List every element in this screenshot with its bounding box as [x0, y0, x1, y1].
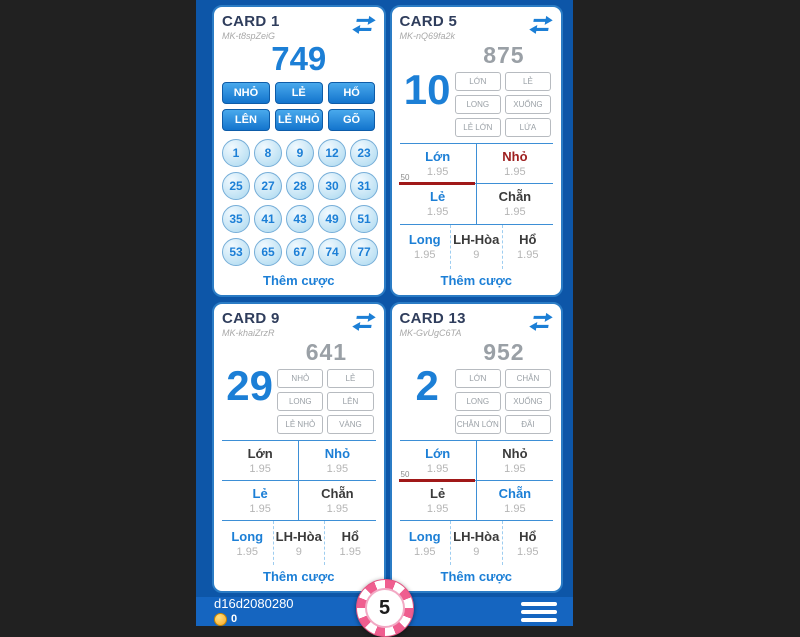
bet-option-button[interactable]: CHẴN LỚN	[455, 415, 501, 434]
bet-cell-odds: 1.95	[414, 249, 436, 262]
bet-cell-label: Chẵn	[321, 486, 354, 502]
username: d16d2080280	[214, 596, 294, 612]
bet-cell-label: Hổ	[519, 232, 537, 248]
number-ball[interactable]: 77	[350, 238, 378, 266]
coin-balance: 0	[231, 613, 238, 626]
bet-button[interactable]: HỔ	[328, 82, 376, 104]
balance-row	[214, 613, 294, 626]
app-stage	[196, 0, 573, 626]
bet-cell-label: Hổ	[341, 528, 359, 544]
card-5	[390, 5, 564, 297]
bet-cell[interactable]	[400, 521, 451, 565]
card-code: MK-GvUgC6TA	[399, 327, 462, 338]
bet-cell[interactable]	[400, 184, 476, 223]
bet-cell-odds: 1.95	[326, 462, 349, 475]
user-block	[214, 597, 294, 626]
bet-option-button[interactable]: LÊN	[327, 392, 373, 411]
card-9-status	[222, 339, 376, 434]
card-title: CARD 13	[399, 309, 466, 327]
number-ball[interactable]: 28	[286, 172, 314, 200]
number-ball[interactable]: 8	[254, 139, 282, 167]
swap-icon[interactable]	[350, 312, 376, 337]
last-result-number: 875	[483, 42, 525, 68]
add-bet-link[interactable]: Thêm cược	[263, 569, 335, 585]
bet-cell[interactable]	[222, 521, 273, 565]
card-13-header	[400, 310, 554, 338]
bet-option-button[interactable]: LỨA	[505, 118, 551, 137]
bet-cell[interactable]	[400, 144, 476, 183]
odds-row-1	[400, 144, 554, 184]
bet-cell-label: LH-Hòa	[275, 528, 322, 544]
countdown-number: 29	[226, 362, 273, 410]
menu-bar	[521, 602, 557, 606]
bet-button[interactable]: NHỎ	[222, 82, 270, 104]
bet-button[interactable]: LẺ NHỎ	[275, 109, 323, 131]
odds-row-3	[400, 521, 554, 565]
bet-cell-label: Lẻ	[252, 486, 268, 502]
bet-cell-odds: 1.95	[426, 503, 449, 516]
bet-option-button[interactable]: XUỐNG	[505, 392, 551, 411]
number-ball[interactable]: 27	[254, 172, 282, 200]
bet-cell-label: Nhỏ	[324, 445, 351, 461]
odds-row-1	[400, 441, 554, 481]
odds-row-3	[400, 225, 554, 269]
bet-amount-marker: 50	[400, 469, 410, 479]
odds-table	[400, 143, 554, 269]
bet-cell[interactable]	[476, 144, 553, 183]
bet-option-button[interactable]: LẺ	[505, 72, 551, 91]
bet-option-buttons	[455, 369, 553, 434]
number-ball[interactable]: 12	[318, 139, 346, 167]
bet-cell-label: Nhỏ	[502, 149, 528, 165]
bet-option-button[interactable]: CHẴN	[505, 369, 551, 388]
bet-cell-odds: 1.95	[517, 249, 539, 262]
bet-cell-odds: 1.95	[249, 462, 271, 475]
bet-cell[interactable]	[222, 481, 298, 520]
number-ball[interactable]: 49	[318, 205, 346, 233]
bet-cell-label: LH-Hòa	[453, 528, 500, 544]
cards-grid	[196, 0, 573, 597]
hamburger-menu-button[interactable]	[521, 598, 557, 626]
bet-cell[interactable]	[476, 184, 553, 223]
bet-cell-label: Long	[408, 232, 441, 248]
number-ball[interactable]: 1	[222, 139, 250, 167]
bet-cell-odds: 9	[473, 545, 480, 558]
number-ball[interactable]: 41	[254, 205, 282, 233]
odds-row-1	[222, 441, 376, 481]
odds-row-3	[222, 521, 376, 565]
odds-row-2	[222, 481, 376, 521]
card-9	[212, 302, 386, 594]
bet-option-button[interactable]: VÀNG	[327, 415, 373, 434]
bet-cell-odds: 1.95	[504, 206, 526, 219]
card-1	[212, 5, 386, 297]
bet-cell-label: LH-Hòa	[453, 232, 500, 248]
bet-option-buttons	[455, 72, 553, 137]
bet-option-button[interactable]: LONG	[455, 95, 501, 114]
bet-progress-bar	[399, 479, 476, 482]
card-code: MK-nQ69fa2k	[399, 31, 456, 41]
number-ball[interactable]: 74	[318, 238, 346, 266]
card-title: CARD 9	[222, 309, 280, 327]
selected-chip[interactable]	[356, 579, 414, 637]
add-bet-link[interactable]: Thêm cược	[440, 569, 512, 585]
bet-progress-bar	[399, 182, 476, 185]
bet-cell[interactable]	[298, 481, 375, 520]
bet-cell[interactable]	[298, 441, 375, 480]
number-ball[interactable]: 30	[318, 172, 346, 200]
card-code: MK-t8spZeiG	[222, 31, 276, 41]
bet-cell[interactable]	[273, 521, 325, 565]
bet-cell-odds: 1.95	[517, 545, 539, 558]
quick-bet-buttons	[222, 82, 376, 131]
bet-cell-odds: 1.95	[504, 462, 526, 475]
number-ball[interactable]: 53	[222, 238, 250, 266]
bet-option-button[interactable]: XUỐNG	[505, 95, 551, 114]
swap-icon[interactable]	[350, 15, 376, 40]
number-balls	[222, 138, 376, 269]
bet-cell-label: Lẻ	[430, 486, 446, 502]
bet-option-button[interactable]: LẺ	[327, 369, 373, 388]
bet-cell-odds: 1.95	[236, 545, 258, 558]
bet-cell-odds: 9	[473, 249, 480, 262]
bet-option-button[interactable]: LỚN	[455, 369, 501, 388]
bet-cell[interactable]	[450, 225, 502, 269]
bet-cell[interactable]	[450, 521, 502, 565]
number-ball[interactable]: 9	[286, 139, 314, 167]
number-ball[interactable]: 23	[350, 139, 378, 167]
card-1-header	[222, 13, 376, 41]
bet-cell-odds: 1.95	[504, 503, 526, 516]
number-ball[interactable]: 35	[222, 205, 250, 233]
bet-cell-odds: 1.95	[339, 545, 361, 558]
bet-cell-odds: 1.95	[414, 545, 436, 558]
bet-cell-label: Chẵn	[498, 189, 532, 205]
bet-option-buttons	[277, 369, 375, 434]
bet-option-button[interactable]: LỚN	[455, 72, 501, 91]
card-13-status	[400, 339, 554, 434]
bet-cell-odds: 1.95	[426, 206, 449, 219]
bet-option-button[interactable]: NHỎ	[277, 369, 323, 388]
card-title: CARD 5	[399, 13, 458, 30]
swap-icon[interactable]	[527, 15, 553, 40]
bet-cell[interactable]	[400, 441, 476, 480]
card-5-status	[400, 42, 554, 137]
card-5-header	[400, 13, 554, 41]
countdown-number: 2	[415, 362, 439, 410]
odds-table	[222, 440, 376, 566]
card-13	[390, 302, 564, 594]
bet-button[interactable]: GÕ	[328, 109, 376, 131]
bet-option-button[interactable]: LẺ NHỎ	[277, 415, 323, 434]
bet-cell-label: Lớn	[425, 149, 451, 165]
bet-button[interactable]: LẺ	[275, 82, 323, 104]
bet-cell-odds: 1.95	[504, 166, 526, 179]
number-ball[interactable]: 67	[286, 238, 314, 266]
bet-cell[interactable]	[400, 225, 451, 269]
bet-cell[interactable]	[502, 225, 554, 269]
swap-icon[interactable]	[527, 312, 553, 337]
number-ball[interactable]: 43	[286, 205, 314, 233]
odds-row-2	[400, 481, 554, 521]
number-ball[interactable]: 51	[350, 205, 378, 233]
add-bet-link[interactable]: Thêm cược	[263, 272, 335, 288]
card-9-header	[222, 310, 376, 338]
bet-cell-label: Long	[231, 528, 264, 544]
bottom-bar	[196, 597, 573, 626]
bet-cell-label: Long	[408, 528, 441, 544]
bet-cell-label: Chẵn	[498, 486, 532, 502]
bet-cell-label: Lẻ	[430, 189, 446, 205]
number-ball[interactable]: 65	[254, 238, 282, 266]
last-result-number: 641	[305, 338, 348, 365]
bet-amount-marker: 50	[400, 173, 410, 183]
bet-cell[interactable]	[222, 441, 298, 480]
bet-option-button[interactable]: LONG	[455, 392, 501, 411]
bet-cell[interactable]	[324, 521, 376, 565]
bet-cell-odds: 1.95	[326, 503, 349, 516]
bet-option-button[interactable]: LẺ LỚN	[455, 118, 501, 137]
bet-cell[interactable]	[476, 481, 553, 520]
number-ball[interactable]: 31	[350, 172, 378, 200]
bet-cell[interactable]	[476, 441, 553, 480]
bet-cell-label: Hổ	[519, 528, 537, 544]
bet-cell[interactable]	[400, 481, 476, 520]
card-result-number: 749	[271, 40, 327, 77]
menu-bar	[521, 610, 557, 614]
odds-row-2	[400, 184, 554, 224]
card-title: CARD 1	[222, 13, 280, 30]
bet-cell[interactable]	[502, 521, 554, 565]
bet-cell-odds: 9	[295, 545, 302, 558]
card-code: MK-khaiZrzR	[222, 327, 275, 338]
bet-option-button[interactable]: ĐÃI	[505, 415, 551, 434]
bet-button[interactable]: LÊN	[222, 109, 270, 131]
last-result-number: 952	[483, 338, 525, 365]
bet-cell-label: Nhỏ	[502, 445, 528, 461]
bet-option-button[interactable]: LONG	[277, 392, 323, 411]
bet-cell-odds: 1.95	[426, 166, 449, 179]
bet-cell-label: Lớn	[425, 445, 451, 461]
bet-cell-odds: 1.95	[249, 503, 271, 516]
add-bet-link[interactable]: Thêm cược	[440, 272, 512, 288]
odds-table	[400, 440, 554, 566]
coin-icon	[214, 613, 227, 626]
countdown-number: 10	[403, 65, 451, 113]
bet-cell-odds: 1.95	[426, 462, 449, 475]
number-ball[interactable]: 25	[222, 172, 250, 200]
menu-bar	[521, 618, 557, 622]
bet-cell-label: Lớn	[247, 445, 273, 461]
chip-value: 5	[365, 588, 405, 628]
